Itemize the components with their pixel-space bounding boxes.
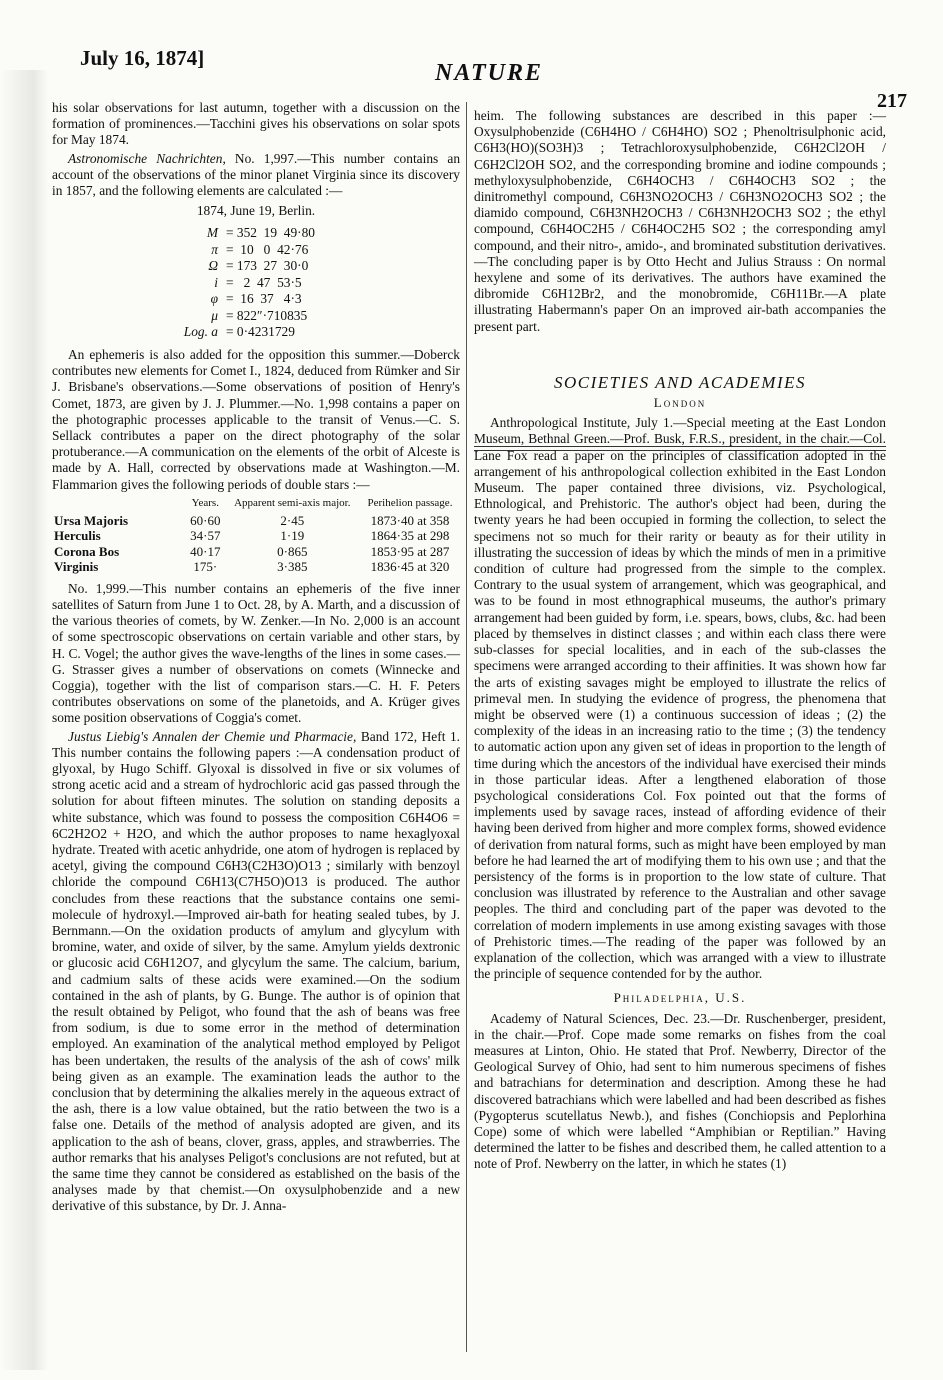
double-star-table	[52, 497, 460, 575]
table-row	[52, 544, 460, 560]
element-value: = 173 27 30·0	[226, 258, 309, 274]
table-row	[52, 513, 460, 529]
element-key: i	[214, 274, 218, 290]
paragraph-text: , No. 1,997.—This number contains an account of the observations of the minor planet Virginia since its discovery in 1857, and the following elements are calculated :—	[52, 150, 461, 199]
paragraph: No. 1,999.—This number contains an ephemeris of the five inner satellites of Saturn from June 1 to Oct. 28, by A. Marth, and a discussion of the various theories of comets, by W. Zenker.—In No. 2,000 is an account of some spectroscopic observations on certain variable and other stars, by H. C. Vogel; the author gives the wave-lengths of the lines in some cases.—G. Strasser gives a number of observations on comets (Winnecke and Coggia), together with the list of comparison stars.—C. H. F. Peters contributes observations on some of the planetoids, and A. Krüger gives some position observations of Coggia's comet.	[52, 580, 460, 726]
element-row	[162, 291, 460, 308]
orbital-elements	[162, 225, 460, 341]
spacer	[474, 337, 886, 363]
table-cell: Virginis	[54, 559, 99, 575]
element-value: = 16 37 4·3	[226, 291, 302, 307]
element-value: = 0·4231729	[226, 324, 295, 340]
element-key: Ω	[208, 258, 218, 274]
left-column	[52, 100, 460, 1217]
element-value: = 10 0 42·76	[226, 241, 309, 257]
city-heading: London	[653, 395, 707, 411]
element-key: μ	[211, 307, 218, 323]
page-number: 217	[877, 90, 907, 112]
paragraph	[52, 729, 460, 1215]
paragraph	[52, 151, 460, 200]
table-cell: 1864·35 at 298	[370, 528, 450, 544]
paragraph: heim. The following substances are described in this paper :—Oxysulphobenzide (C6H4HO / C6H4HO) SO2 ; Phenoltrisulphonic acid, C6H3(HO)(SO3H)3 ; Tetrachloroxysulphobenzide, C6H2Cl2OH / C6H2Cl2OH SO2, and the corresponding bromine and iodine compounds ; methyloxysulphobenzide, C6H4OCH3 / C6H4OCH3 SO2 ; the dinitromethyl compound, C6H3NO2OCH3 / C6H3NO2OCH3 SO2 ; the diamido compound, C6H3NH2OCH3 / C6H3NH2OCH3 SO2 ; the ethyl compound, C6H4OC2H5 / C6H4OC2H5 SO2 ; the corresponding amyl compound, and their nitro-, amido-, and brominated substitution derivatives.—The concluding paper is by Otto Hecht and Julius Strauss : On normal hexylene and some of its derivatives. The authors have examined the dibromide C6H12Br2, and the monobromide, C6H11Br.—A plate illustrating Habermann's paper On an improved air-bath accompanies the present part.	[474, 108, 886, 334]
element-value: = 352 19 49·80	[226, 225, 316, 241]
table-header-row	[52, 497, 460, 513]
element-row	[162, 258, 460, 275]
table-row	[52, 559, 460, 575]
city-heading: Philadelphia, U.S.	[613, 990, 747, 1006]
table-cell: 60·60	[190, 512, 221, 528]
paragraph: An ephemeris is also added for the opposition this summer.—Doberck contributes new elements for Comet I., 1824, deduced from Rümker and Sir J. Brisbane's observations.—Some observations of position of Henry's Comet, 1873, are given by J. J. Plummer.—No. 1,998 contains a paper on the photographic processes applicable to the transit of Venus.—C. S. Sellack contributes a paper on the direct photography of the solar protuberance.—A communication on the elements of the orbit of Alceste is made by A. Hall, corrected by observations made at Washington.—M. Flammarion gives the following periods of double stars :—	[52, 346, 460, 492]
paragraph-text: , Band 172, Heft 1. This number contains the following papers :—A condensation product of glyoxal, by Hugo Schiff. Glyoxal is dissolved in five or six volumes of strong acetic acid and a stream of hydrochloric acid gas passed through the solution for about fifteen minutes. The solution on standing deposits a white substance, which was found to possess the composition C6H4O6 = 6C2H2O2 + H2O, and which the author proposes to name hexaglyoxal hydrate. Treated with acetic anhydride, one atom of hydrogen is replaced by acetyl, giving the compound C6H3(C2H3O)O13 ; similarly with benzoyl chloride the compound C6H13(C7H5O)O13 is produced. The author concludes from these reactions that the substance contains one semi-molecule of hydroxyl.—Improved air-bath for heating sealed tubes, by J. Bernmann.—On the oxidation products of amylum and glycylum with bromine, water, and oxide of silver, by the same. Amylum yields dextronic or glucosic acid C6H12O7, and glycylum the same. The calcium, barium, and cadmium salts of these acids were examined.—On the sodium contained in the ash of plants, by G. Bunge. The author is of opinion that the result obtained by Peligot, who found that the ash of beans was free from sodium, is due to some error in the method of determination employed. An examination of the analytical method employed by Peligot has been undertaken, the results of the analysis of the ash of cows' milk being given as an example. The examination leads the author to the conclusion that by determining the alkalies merely in the aqueous extract of the ash, there is a low value obtained, but the ratio between the two is a false one. Details of the method of analysis adopted are given, and its application to the ash of beans, clover, grass, apples, and strawberries. The author remarks that his analyses Peligot's conclusions are not refuted, but at the same time they cannot be considered as established on the basis of the analyses made by that chemist.—On oxysulphobenzide and a new derivative of this substance, by Dr. J. Anna-	[52, 728, 460, 1214]
table-header: Years.	[191, 496, 219, 509]
element-key: M	[206, 225, 218, 241]
element-key: φ	[210, 291, 218, 307]
element-row	[162, 225, 460, 242]
table-cell: 1873·40 at 358	[370, 512, 450, 528]
element-value: = 822″·710835	[226, 307, 308, 323]
column-divider	[466, 102, 467, 1352]
elements-date: 1874, June 19, Berlin.	[196, 203, 316, 219]
paragraph: Academy of Natural Sciences, Dec. 23.—Dr. Ruschenberger, president, in the chair.—Prof. Cope made some remarks on fishes from the coal measures at Linton, Ohio. He stated that Prof. Newberry, Director of the Geological Survey of Ohio, had sent to him numerous specimens of fishes and batrachians for determination and description. Among these he had discovered batrachians which were labelled and had been described as fishes (Pygopterus scutellatus Newb.), and fishes (Conchiopsis and Peplorhina Cope) some of which were labelled “Amphibian or Reptilian.” Having determined the latter to be fishes and described them, he called attention to a note of Prof. Newberry on the latter, in which he states (1)	[474, 1010, 886, 1172]
table-cell: Ursa Majoris	[54, 512, 129, 528]
table-cell: 1·19	[280, 528, 305, 544]
table-cell: 2·45	[280, 512, 305, 528]
paragraph: his solar observations for last autumn, together with a discussion on the formation of prominences.—Tacchini gives his observations on solar spots for May 1874.	[52, 100, 460, 148]
table-cell: 1853·95 at 287	[370, 543, 450, 559]
table-header: Perihelion passage.	[367, 496, 453, 509]
publication-title: Justus Liebig's Annalen der Chemie und Pharmacie	[68, 728, 353, 744]
element-row	[162, 275, 460, 292]
element-row	[162, 324, 460, 341]
table-cell: 34·57	[190, 528, 221, 544]
section-title: SOCIETIES AND ACADEMIES	[553, 372, 807, 392]
page-header	[30, 40, 913, 112]
journal-title: NATURE	[435, 60, 544, 86]
binding-shadow	[0, 70, 48, 1370]
table-row	[52, 528, 460, 544]
table-cell: 0·865	[277, 543, 308, 559]
element-key: Log. a	[183, 324, 218, 340]
issue-date: July 16, 1874]	[80, 46, 205, 70]
publication-title: Astronomische Nachrichten	[68, 150, 223, 166]
table-header	[52, 497, 186, 513]
element-row	[162, 308, 460, 325]
paragraph: Anthropological Institute, July 1.—Special meeting at the East London Museum, Bethnal Green.—Prof. Busk, F.R.S., president, in the chair.—Col. Lane Fox read a paper on the principles of classification adopted in the arrangement of his anthropological collection exhibited in the East London Museum. The paper contained three divisions, viz. Psychological, Ethnological, and Prehistoric. The author's object had been, during the twenty years he had been occupied in forming the collection, to select the specimens not so much for their rarity or beauty as for their utility in illustrating the succession of ideas by which the minds of men in a primitive condition of culture had progressed from the simple to the complex. Contrary to the usual system of arrangement, which was geographical, and was to be found in most ethnographical museums, the author's primary arrangement had been guided by form, i.e. spears, bows, clubs, &c. had been placed by themselves in distinct classes ; and within each class there were sub-classes for special localities, and in each of the sub-classes the specimens were arranged according to their affinities. It was shown how far the arts of existing savages might be employed to illustrate the relics of primeval men. In studying the evidence of progress, the phenomena that might be observed were (1) a continuous succession of ideas ; (2) the complexity of the ideas in an increasing ratio to the time ; (3) the tendency to automatic action upon any given set of ideas in proportion to the length of time during which the ancestors of the individual have exercised their minds in those particular ideas. After a lengthened elaboration of those psychological considerations Col. Fox pointed out that the forms of implements used by savage races, instead of affording evidence of their having been derived from higher and more complex forms, showed evidence of derivation from natural forms, such as might have been employed by man before he had learned the art of modifying them to his own use ; and that the persistency of the forms is in proportion to the low state of culture. That conclusion was illustrated by reference to the Australian and other savage peoples. The third and concluding part of the paper was devoted to the correlation of modern implements in use among existing savages with those of Prehistoric times.—The reading of the paper was followed by an explanation of the collection, which was arranged with a view to illustrate the principle of sequence contended for by the author.	[474, 415, 886, 982]
element-value: = 2 47 53·5	[226, 274, 302, 290]
table-cell: 175·	[193, 559, 218, 575]
table-cell: 3·385	[277, 559, 308, 575]
table-cell: Herculis	[54, 528, 101, 544]
table-cell: Corona Bos	[54, 543, 120, 559]
right-column	[474, 108, 886, 1175]
element-row	[162, 242, 460, 259]
table-cell: 1836·45 at 320	[370, 559, 450, 575]
table-header: Apparent semi-axis major.	[234, 496, 351, 509]
element-key: π	[211, 241, 218, 257]
table-cell: 40·17	[190, 543, 221, 559]
